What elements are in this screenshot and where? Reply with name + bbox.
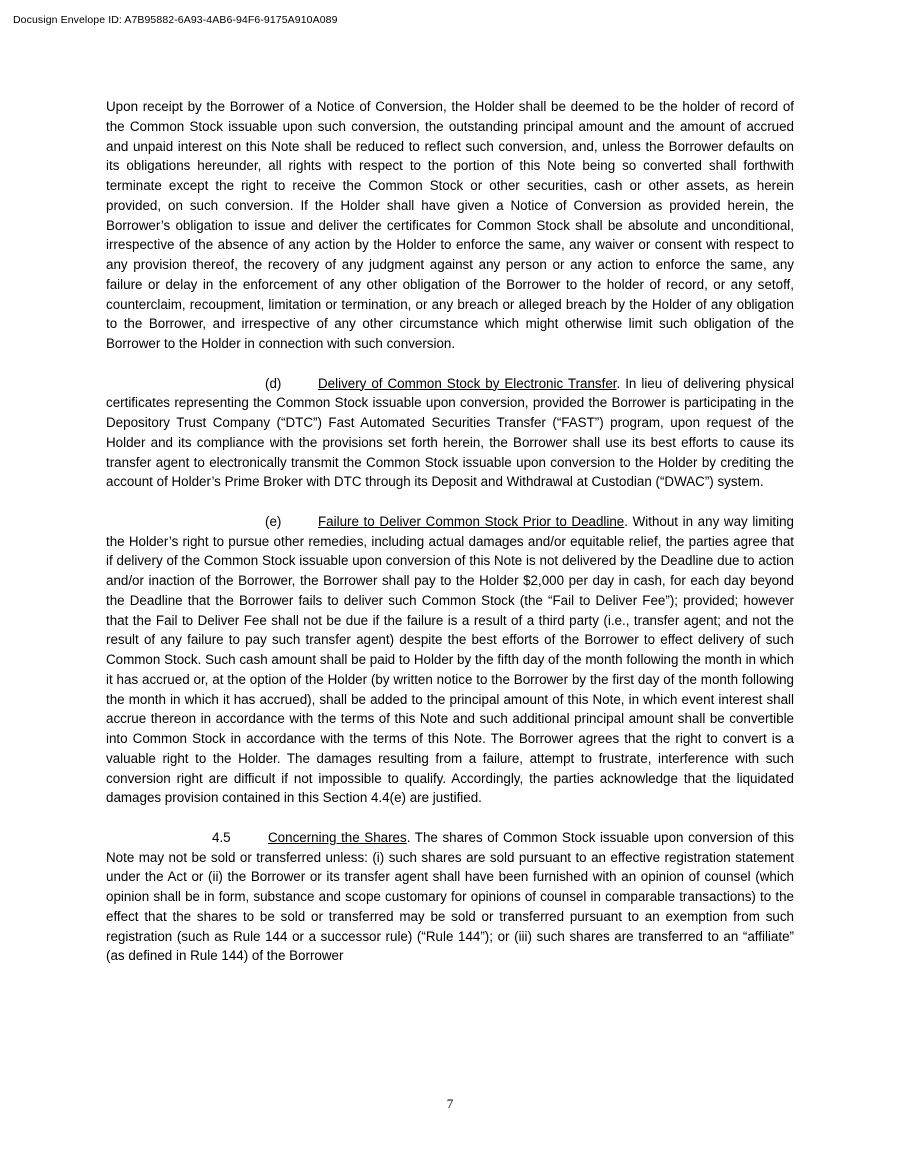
section-4-5-body: . The shares of Common Stock issuable upon conversion of this Note may not be sold or transferred unless: (i) such shares are sold pursuant to an effective registration statement under the Act or (ii) the Borrower or its transfer agent shall have been furnished with an opinion of counsel (which opinion shall be in form, substance and scope customary for opinions of counsel in comparable transactions) to the effect that the shares to be sold or transferred may be sold or transferred pursuant to an exemption from such registration (such as Rule 144 or a successor rule) (“Rule 144”); or (iii) such shares are transferred to an “affiliate” (as defined in Rule 144) of the Borrower	[106, 829, 795, 964]
page-number: 7	[446, 1096, 454, 1111]
section-d	[106, 374, 794, 493]
section-4-5	[106, 828, 794, 966]
paragraph-conversion-effect: Upon receipt by the Borrower of a Notice of Conversion, the Holder shall be deemed to be the holder of record of the Common Stock issuable upon such conversion, the outstanding principal amount and the amount of accrued and unpaid interest on this Note shall be reduced to reflect such conversion, and, unless the Borrower defaults on its obligations hereunder, all rights with respect to the portion of this Note being so converted shall forthwith terminate except the right to receive the Common Stock or other securities, cash or other assets, as herein provided, on such conversion. If the Holder shall have given a Notice of Conversion as provided herein, the Borrower’s obligation to issue and deliver the certificates for Common Stock shall be absolute and unconditional, irrespective of the absence of any action by the Holder to enforce the same, any waiver or consent with respect to any provision thereof, the recovery of any judgment against any person or any action to enforce the same, any failure or delay in the enforcement of any other obligation of the Borrower to the holder of record, or any setoff, counterclaim, recoupment, limitation or termination, or any breach or alleged breach by the Holder of any obligation to the Borrower, and irrespective of any other circumstance which might otherwise limit such obligation of the Borrower to the Holder in connection with such conversion.	[106, 99, 794, 351]
section-4-5-number: 4.5	[212, 829, 231, 845]
section-e-number: (e)	[265, 513, 282, 529]
section-d-number: (d)	[265, 375, 282, 391]
section-e	[106, 512, 794, 808]
section-e-body: . Without in any way limiting the Holder’s right to pursue other remedies, including actual damages and/or equitable relief, the parties agree that if delivery of the Common Stock issuable upon conversion of this Note is not delivered by the Deadline due to action and/or inaction of the Borrower, the Borrower shall pay to the Holder $2,000 per day in cash, for each day beyond the Deadline that the Borrower fails to deliver such Common Stock (the “Fail to Deliver Fee”); provided; however that the Fail to Deliver Fee shall not be due if the failure is a result of a third party (i.e., transfer agent; and not the result of any failure to pay such transfer agent) despite the best efforts of the Borrower to effect delivery of such Common Stock. Such cash amount shall be paid to Holder by the fifth day of the month following the month in which it has accrued or, at the option of the Holder (by written notice to the Borrower by the first day of the month following the month in which it has accrued), shall be added to the principal amount of this Note, in which event interest shall accrue thereon in accordance with the terms of this Note and such additional principal amount shall be convertible into Common Stock in accordance with the terms of this Note. The Borrower agrees that the right to convert is a valuable right to the Holder. The damages resulting from a failure, attempt to frustrate, interference with such conversion right are difficult if not impossible to qualify. Accordingly, the parties acknowledge that the liquidated damages provision contained in this Section 4.4(e) are justified.	[106, 513, 795, 806]
section-d-title: Delivery of Common Stock by Electronic Transfer	[318, 375, 617, 391]
envelope-id-header: Docusign Envelope ID: A7B95882-6A93-4AB6-94F6-9175A910A089	[13, 14, 338, 26]
section-4-5-title: Concerning the Shares	[268, 829, 407, 845]
section-e-title: Failure to Deliver Common Stock Prior to Deadline	[318, 513, 625, 529]
section-d-body: . In lieu of delivering physical certificates representing the Common Stock issuable upon conversion, provided the Borrower is participating in the Depository Trust Company (“DTC”) Fast Automated Securities Transfer (“FAST”) program, upon request of the Holder and its compliance with the provisions set forth herein, the Borrower shall use its best efforts to cause its transfer agent to electronically transmit the Common Stock issuable upon conversion to the Holder by crediting the account of Holder’s Prime Broker with DTC through its Deposit and Withdrawal at Custodian (“DWAC”) system.	[106, 375, 794, 490]
document-body	[106, 97, 794, 986]
